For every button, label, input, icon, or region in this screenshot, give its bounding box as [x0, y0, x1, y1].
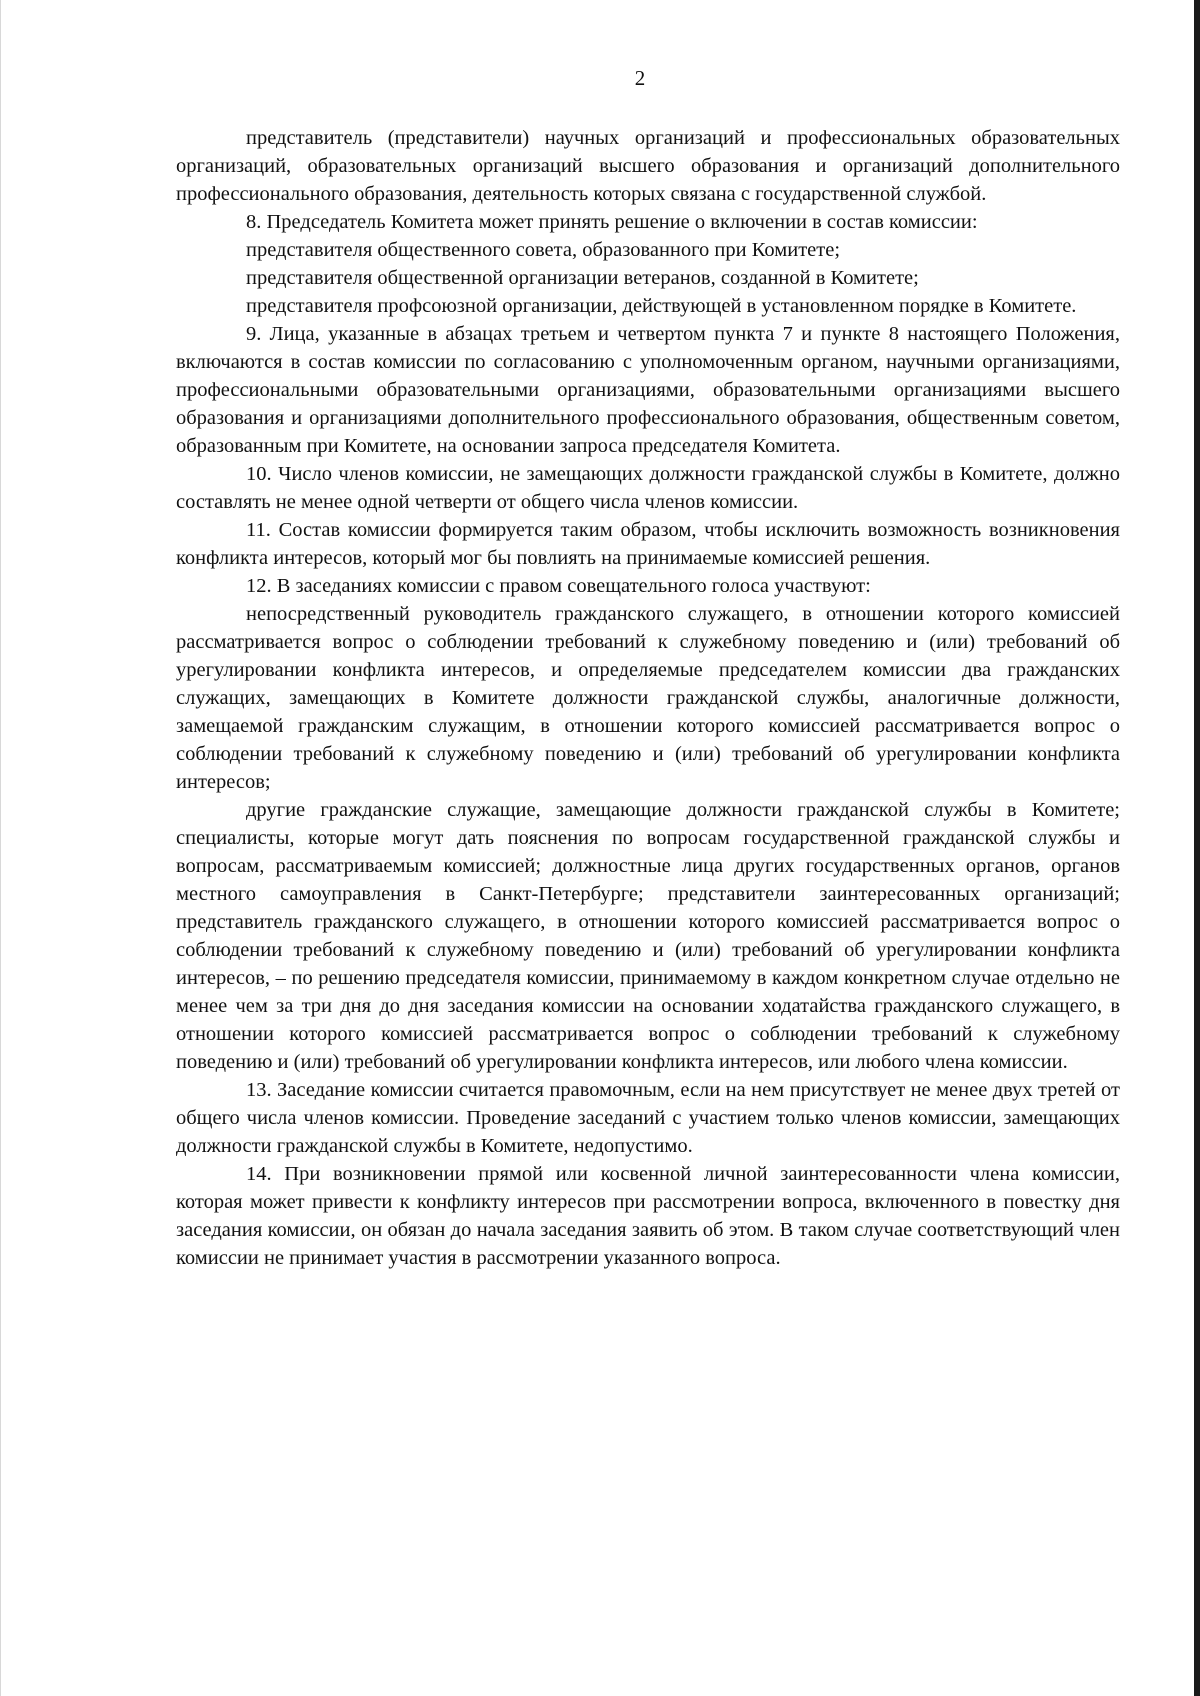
paragraph-other-servants: другие гражданские служащие, замещающие должности гражданской службы в Комитете; специалисты, которые могут дать пояснения по вопросам государственной гражданской службы и вопросам, рассматриваемым комиссией; должностные лица других государственных органов, органов местного самоуправления в Санкт-Петербурге; представители заинтересованных организаций; представитель гражданского служащего, в отношении которого комиссией рассматривается вопрос о соблюдении требований к служебному поведению и (или) требований об урегулировании конфликта интересов, – по решению председателя комиссии, принимаемому в каждом конкретном случае отдельно не менее чем за три дня до дня заседания комиссии на основании ходатайства гражданского служащего, в отношении которого комиссией рассматривается вопрос о соблюдении требований к служебному поведению и (или) требований об урегулировании конфликта интересов, или любого члена комиссии.: [176, 799, 1120, 1073]
scan-left-edge: [0, 0, 1, 1696]
paragraph-item-9: 9. Лица, указанные в абзацах третьем и четвертом пункта 7 и пункте 8 настоящего Положения, включаются в состав комиссии по согласованию с уполномоченным органом, научными организациями, профессиональными образовательными организациями, образовательными организациями высшего образования и организациями дополнительного профессионального образования, общественным советом, образованным при Комитете, на основании запроса председателя Комитета.: [176, 323, 1120, 457]
document-body: [176, 124, 1120, 1272]
paragraph-union-rep: представителя профсоюзной организации, действующей в установленном порядке в Комитете.: [246, 295, 1077, 317]
paragraph-item-12: 12. В заседаниях комиссии с правом совещательного голоса участвуют:: [246, 575, 871, 597]
paragraph-item-14: 14. При возникновении прямой или косвенной личной заинтересованности члена комиссии, которая может привести к конфликту интересов при рассмотрении вопроса, включенного в повестку дня заседания комиссии, он обязан до начала заседания заявить об этом. В таком случае соответствующий член комиссии не принимает участия в рассмотрении указанного вопроса.: [176, 1163, 1120, 1269]
scan-right-edge: [1194, 0, 1200, 1696]
paragraph-direct-supervisor: непосредственный руководитель гражданского служащего, в отношении которого комиссией рассматривается вопрос о соблюдении требований к служебному поведению и (или) требований об урегулировании конфликта интересов, и определяемые председателем комиссии два гражданских служащих, замещающих в Комитете должности гражданской службы, аналогичные должности, замещаемой гражданским служащим, в отношении которого комиссией рассматривается вопрос о соблюдении требований к служебному поведению и (или) требований об урегулировании конфликта интересов;: [176, 603, 1120, 793]
paragraph-item-13: 13. Заседание комиссии считается правомочным, если на нем присутствует не менее двух третей от общего числа членов комиссии. Проведение заседаний с участием только членов комиссии, замещающих должности гражданской службы в Комитете, недопустимо.: [176, 1079, 1120, 1157]
paragraph-item-10: 10. Число членов комиссии, не замещающих должности гражданской службы в Комитете, должно составлять не менее одной четверти от общего числа членов комиссии.: [176, 463, 1120, 513]
paragraph-item-11: 11. Состав комиссии формируется таким образом, чтобы исключить возможность возникновения конфликта интересов, который мог бы повлиять на принимаемые комиссией решения.: [176, 519, 1120, 569]
page-number: 2: [634, 66, 646, 90]
paragraph-veterans-rep: представителя общественной организации ветеранов, созданной в Комитете;: [246, 267, 919, 289]
paragraph-item-8: 8. Председатель Комитета может принять решение о включении в состав комиссии:: [246, 211, 978, 233]
paragraph-organizations-representative: представитель (представители) научных организаций и профессиональных образовательных организаций, образовательных организаций высшего образования и организаций дополнительного профессионального образования, деятельность которых связана с государственной службой.: [176, 127, 1120, 205]
paragraph-public-council-rep: представителя общественного совета, образованного при Комитете;: [246, 239, 841, 261]
